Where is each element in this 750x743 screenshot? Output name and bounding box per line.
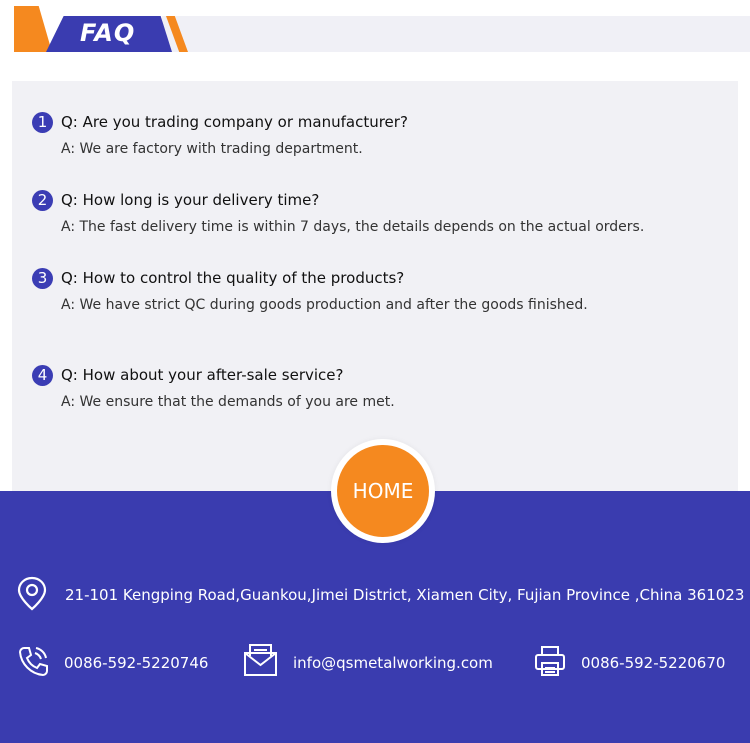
faq-title: FAQ <box>80 19 136 47</box>
faq-question: Q: How about your after-sale service? <box>61 366 344 384</box>
number-badge: 4 <box>32 365 53 386</box>
home-button[interactable]: HOME <box>337 445 429 537</box>
number-badge: 1 <box>32 112 53 133</box>
fax-row <box>534 645 734 679</box>
home-button-ring <box>331 439 435 543</box>
location-pin-icon <box>17 576 47 612</box>
address-text: 21-101 Kengping Road,Guankou,Jimei District, Xiamen City, Fujian Province ,China 361023 <box>65 586 745 604</box>
phone-row[interactable] <box>17 645 217 679</box>
faq-orange-accent <box>14 6 52 52</box>
faq-answer: A: We ensure that the demands of you are met. <box>61 394 395 410</box>
faq-question: Q: Are you trading company or manufacturer? <box>61 113 408 131</box>
faq-header <box>0 0 750 60</box>
faq-question: Q: How long is your delivery time? <box>61 191 320 209</box>
faq-answer: A: The fast delivery time is within 7 days, the details depends on the actual orders. <box>61 219 645 235</box>
fax-icon <box>534 645 566 677</box>
fax-text: 0086-592-5220670 <box>581 654 726 672</box>
faq-answer: A: We are factory with trading department. <box>61 141 363 157</box>
phone-icon <box>17 645 49 677</box>
number-badge: 2 <box>32 190 53 211</box>
phone-text: 0086-592-5220746 <box>64 654 209 672</box>
faq-question: Q: How to control the quality of the products? <box>61 269 405 287</box>
faq-panel <box>12 81 738 501</box>
number-badge: 3 <box>32 268 53 289</box>
faq-answer: A: We have strict QC during goods production and after the goods finished. <box>61 297 588 313</box>
address-row <box>17 576 745 612</box>
email-text: info@qsmetalworking.com <box>293 654 493 672</box>
faq-header-band <box>162 16 750 52</box>
email-row[interactable] <box>243 643 503 679</box>
envelope-icon <box>243 643 278 677</box>
